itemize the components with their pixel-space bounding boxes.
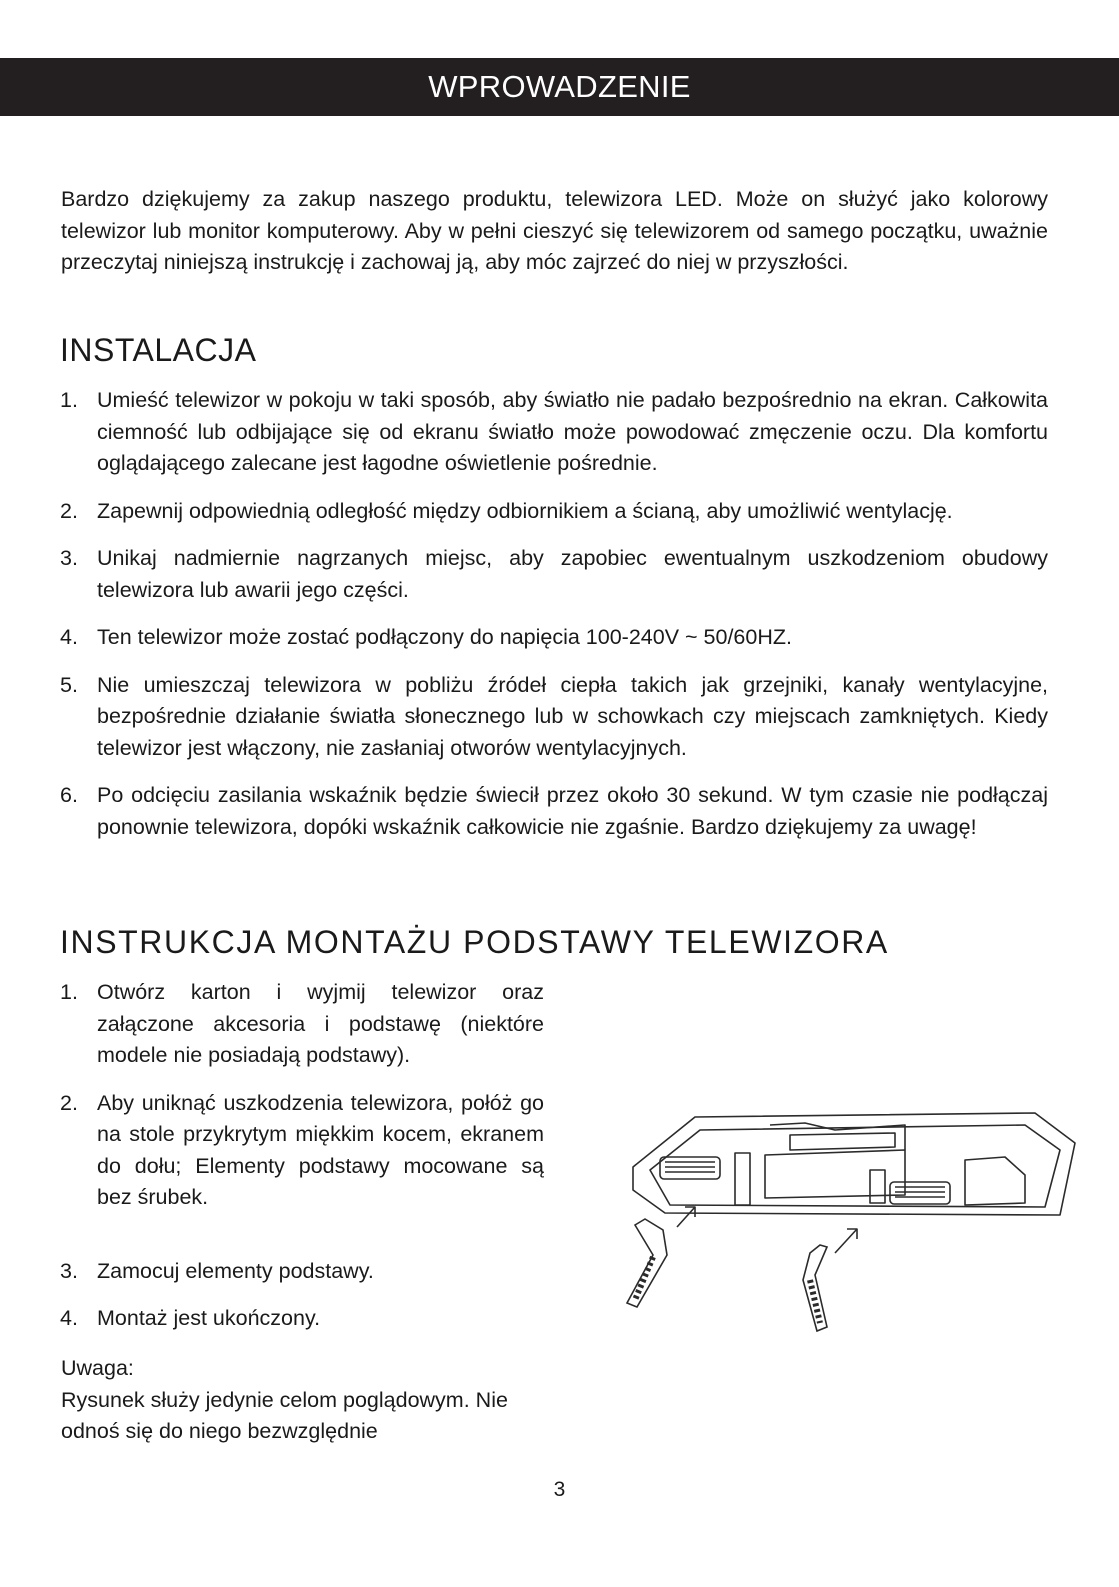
item-text: Unikaj nadmiernie nagrzanych miejsc, aby zapobiec ewentualnym uszkodzeniom obudowy telewizora lub awarii jego części. [97,546,1048,602]
header-title: WPROWADZENIE [428,69,691,104]
item-text: Umieść telewizor w pokoju w taki sposób, aby światło nie padało bezpośrednio na ekran. Całkowita ciemność lub odbijające się od ekranu światło może powodować zmęczenie oczu. Dla komfortu oglądającego zalecane jest łagodne oświetlenie pośrednie. [97,388,1048,475]
item-text: Zapewnij odpowiednią odległość między odbiornikiem a ścianą, aby umożliwić wentylację. [97,498,953,523]
item-number: 5. [60,672,78,697]
item-number: 4. [60,1306,78,1330]
page-header [0,58,1119,116]
note-label: Uwaga: [61,1356,134,1380]
item-number: 3. [60,1258,78,1283]
speaker-grille-right [890,1182,950,1204]
tv-stand-illustration [605,1095,1080,1345]
item-text: Aby uniknąć uszkodzenia telewizora, połóż go na stole przykrytym miękkim kocem, ekranem do dołu; Elementy podstawy mocowane są bez śrubek. [97,1090,544,1209]
section-title-installation: INSTALACJA [60,332,257,368]
list-item [60,780,1048,843]
list-item [60,1088,544,1214]
item-text: Po odcięciu zasilania wskaźnik będzie świecił przez około 30 sekund. W tym czasie nie podłączaj ponownie telewizora, dopóki wskaźnik całkowicie nie zgaśnie. Bardzo dziękujemy za uwagę! [97,783,1048,839]
stand-assembly-list [60,977,544,1351]
note [61,1353,551,1448]
item-text: Montaż jest ukończony. [97,1306,321,1330]
stand-leg-left [627,1219,667,1307]
item-number: 2. [60,1090,78,1115]
speaker-grille-left [660,1157,720,1179]
item-text: Otwórz karton i wyjmij telewizor oraz załączone akcesoria i podstawę (niektóre modele nie posiadają podstawy). [97,980,544,1067]
list-item [60,543,1048,606]
item-text: Ten telewizor może zostać podłączony do napięcia 100-240V ~ 50/60HZ. [97,625,792,649]
list-item [60,1303,544,1335]
installation-list [60,385,1048,859]
arrow-icon [677,1207,695,1227]
item-number: 3. [60,546,78,570]
intro-paragraph: Bardzo dziękujemy za zakup naszego produktu, telewizora LED. Może on służyć jako kolorowy telewizor lub monitor komputerowy. Aby w pełni cieszyć się telewizorem od samego początku, uważnie przeczytaj niniejszą instrukcję i zachowaj ją, aby móc zajrzeć do niej w przyszłości. [61,187,1048,274]
arrow-icon [835,1229,857,1253]
stand-leg-right [803,1245,827,1331]
section-title-stand-assembly: INSTRUKCJA MONTAŻU PODSTAWY TELEWIZORA [60,924,889,960]
item-text: Zamocuj elementy podstawy. [97,1258,374,1283]
list-item [60,977,544,1072]
list-item [60,622,1048,654]
item-number: 1. [60,388,78,412]
item-text: Nie umieszczaj telewizora w pobliżu źródeł ciepła takich jak grzejniki, kanały wentylacyjne, bezpośrednie działanie światła słonecznego lub w schowkach czy miejscach zamkniętych. Kiedy telewizor jest włączony, nie zasłaniaj otworów wentylacyjnych. [97,672,1048,760]
list-item [60,670,1048,765]
item-number: 4. [60,625,78,649]
list-item [60,1256,544,1288]
note-text: Rysunek służy jedynie celom poglądowym. Nie odnoś się do niego bezwzględnie [61,1387,508,1443]
list-item [60,385,1048,480]
page-number: 3 [553,1478,566,1501]
list-item [60,496,1048,528]
item-number: 2. [60,498,78,523]
item-number: 1. [60,980,78,1004]
item-number: 6. [60,783,78,807]
